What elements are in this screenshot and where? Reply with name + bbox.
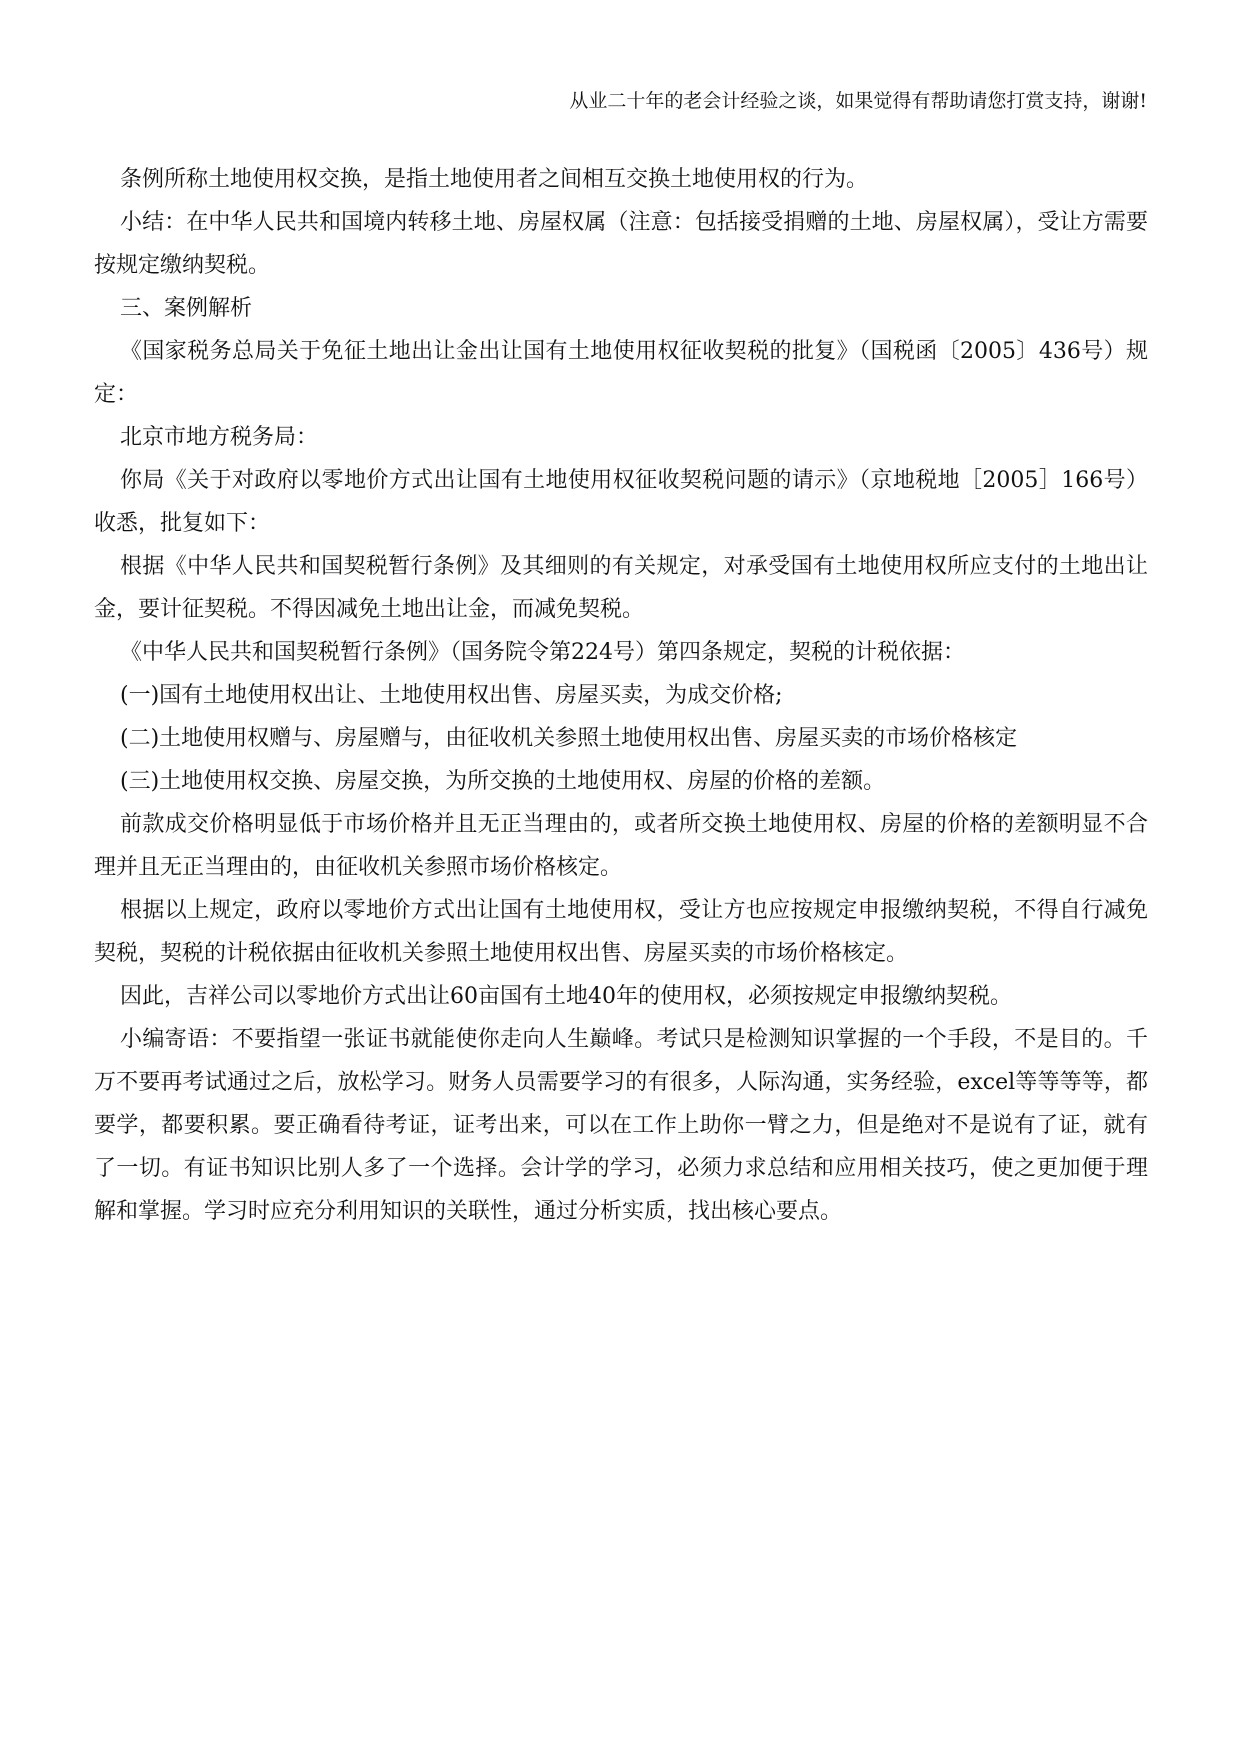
paragraph-article-four: 《中华人民共和国契税暂行条例》（国务院令第224号）第四条规定，契税的计税依据： [120, 640, 965, 665]
section-heading-case-analysis: 三、案例解析 [120, 296, 253, 321]
paragraph-addressee: 北京市地方税务局： [120, 425, 319, 450]
paragraph-conclusion-rule: 根据以上规定，政府以零地价方式出让国有土地使用权，受让方也应按规定申报缴纳契税，不得自行减免契税，契税的计税依据由征收机关参照土地使用权出售、房屋买卖的市场价格核定。 [94, 898, 1148, 966]
paragraph-request-reference: 你局《关于对政府以零地价方式出让国有土地使用权征收契税问题的请示》（京地税地［2005］166号）收悉，批复如下： [94, 468, 1148, 536]
list-item-one: (一)国有土地使用权出让、土地使用权出售、房屋买卖，为成交价格; [120, 683, 783, 708]
paragraph-summary: 小结：在中华人民共和国境内转移土地、房屋权属（注意：包括接受捐赠的土地、房屋权属），受让方需要按规定缴纳契税。 [94, 210, 1148, 278]
paragraph-approval-reference: 《国家税务总局关于免征土地出让金出让国有土地使用权征收契税的批复》（国税函〔2005〕436号）规定： [94, 339, 1148, 407]
list-item-two: (二)土地使用权赠与、房屋赠与，由征收机关参照土地使用权出售、房屋买卖的市场价格核定 [120, 726, 1018, 751]
document-body [94, 158, 1148, 1233]
list-item-three: (三)土地使用权交换、房屋交换，为所交换的土地使用权、房屋的价格的差额。 [120, 769, 886, 794]
paragraph-price-adjustment: 前款成交价格明显低于市场价格并且无正当理由的，或者所交换土地使用权、房屋的价格的差额明显不合理并且无正当理由的，由征收机关参照市场价格核定。 [94, 812, 1148, 880]
paragraph-case-conclusion: 因此，吉祥公司以零地价方式出让60亩国有土地40年的使用权，必须按规定申报缴纳契税。 [120, 984, 1012, 1009]
paragraph-land-exchange-definition: 条例所称土地使用权交换，是指土地使用者之间相互交换土地使用权的行为。 [120, 167, 869, 192]
header-note: 从业二十年的老会计经验之谈，如果觉得有帮助请您打赏支持，谢谢! [569, 90, 1147, 112]
paragraph-editor-note: 小编寄语：不要指望一张证书就能使你走向人生巅峰。考试只是检测知识掌握的一个手段，不是目的。千万不要再考试通过之后，放松学习。财务人员需要学习的有很多，人际沟通，实务经验，excel等等等等，都要学，都要积累。要正确看待考证，证考出来，可以在工作上助你一臂之力，但是绝对不是说有了证，就有了一切。有证书知识比别人多了一个选择。会计学的学习，必须力求总结和应用相关技巧，使之更加便于理解和掌握。学习时应充分利用知识的关联性，通过分析实质，找出核心要点。 [94, 1027, 1148, 1224]
paragraph-regulation-basis: 根据《中华人民共和国契税暂行条例》及其细则的有关规定，对承受国有土地使用权所应支付的土地出让金，要计征契税。不得因减免土地出让金，而减免契税。 [94, 554, 1148, 622]
